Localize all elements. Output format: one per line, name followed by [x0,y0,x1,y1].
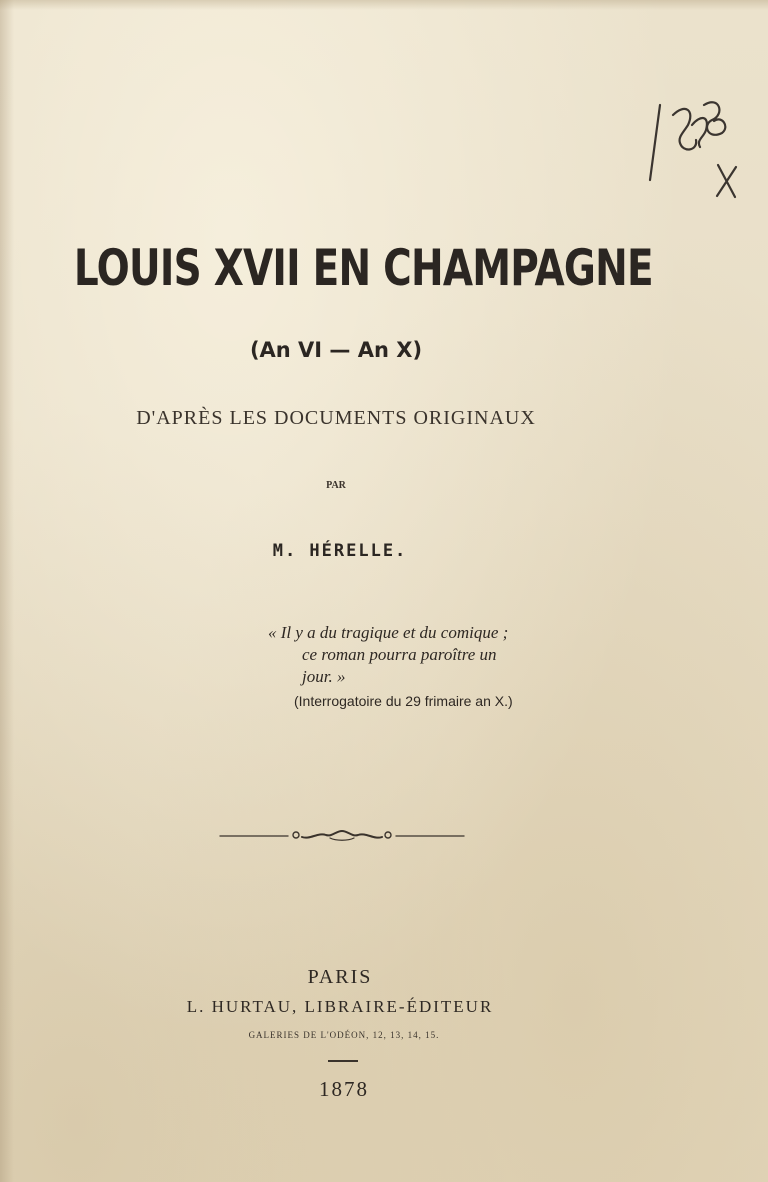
imprint-address: GALERIES DE L'ODÉON, 12, 13, 14, 15. [248,1030,440,1040]
ornament-divider [218,826,466,846]
imprint-rule [328,1060,358,1062]
epigraph-line-1: « Il y a du tragique et du comique ; [268,623,509,642]
imprint-city: PARIS [307,966,373,988]
page-top-shadow [0,0,768,10]
imprint-year: 1878 [319,1077,369,1101]
book-subtitle: (An VI — An X) [249,338,423,362]
handwritten-annotation [640,85,750,215]
by-label: PAR [326,480,346,491]
document-line: D'APRÈS LES DOCUMENTS ORIGINAUX [136,407,536,429]
epigraph-line-2: ce roman pourra paroître un [302,645,497,664]
book-title: LOUIS XVII EN CHAMPAGNE [73,239,653,297]
author-name: M. HÉRELLE. [272,541,408,561]
epigraph-line-3: jour. » [302,667,346,686]
epigraph-source: (Interrogatoire du 29 frimaire an X.) [294,693,513,709]
epigraph [268,622,578,712]
imprint-publisher: L. HURTAU, LIBRAIRE-ÉDITEUR [186,997,494,1016]
